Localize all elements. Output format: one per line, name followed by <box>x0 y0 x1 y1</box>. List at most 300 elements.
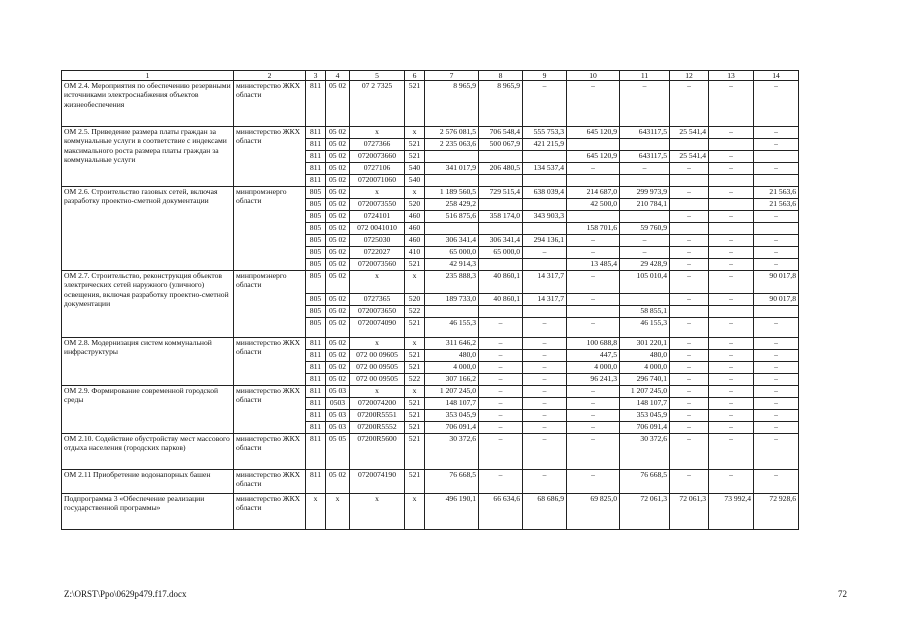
column-header: 13 <box>709 71 754 81</box>
table-cell <box>754 175 799 187</box>
table-cell: 540 <box>405 175 425 187</box>
table-cell: 0720074090 <box>350 318 405 338</box>
table-cell: – <box>670 271 709 294</box>
table-cell: 66 634,6 <box>479 494 523 530</box>
column-header: 3 <box>306 71 326 81</box>
table-cell: – <box>670 350 709 362</box>
table-cell: – <box>709 470 754 494</box>
table-cell: – <box>754 386 799 398</box>
table-cell <box>479 175 523 187</box>
table-cell: 410 <box>405 247 425 259</box>
table-cell: 05 02 <box>326 259 350 271</box>
table-cell: – <box>709 338 754 350</box>
table-cell <box>479 223 523 235</box>
table-cell: 811 <box>306 398 326 410</box>
table-cell: 805 <box>306 247 326 259</box>
table-cell: 805 <box>306 199 326 211</box>
measure-name-cell: ОМ 2.8. Модернизация систем коммунальной инфраструктуры <box>62 338 234 386</box>
table-cell: 69 825,0 <box>567 494 620 530</box>
table-cell: – <box>670 163 709 175</box>
table-cell: 520 <box>405 294 425 306</box>
table-cell: 05 02 <box>326 223 350 235</box>
table-cell: 68 686,9 <box>523 494 567 530</box>
table-cell: х <box>350 338 405 350</box>
table-cell: – <box>567 386 620 398</box>
table-cell: – <box>479 318 523 338</box>
table-cell: 811 <box>306 151 326 163</box>
table-cell: 306 341,4 <box>479 235 523 247</box>
table-cell: 05 02 <box>326 318 350 338</box>
table-cell: 353 045,9 <box>620 410 670 422</box>
table-cell: 0727366 <box>350 139 405 151</box>
table-cell <box>670 175 709 187</box>
table-cell: 521 <box>405 318 425 338</box>
table-cell: 07 2 7325 <box>350 81 405 127</box>
table-cell: – <box>479 422 523 434</box>
table-cell: – <box>709 422 754 434</box>
table-cell: – <box>567 271 620 294</box>
table-cell: – <box>709 398 754 410</box>
table-cell: 4 000,0 <box>567 362 620 374</box>
table-cell: 341 017,9 <box>425 163 479 175</box>
table-cell <box>620 175 670 187</box>
table-cell: – <box>567 398 620 410</box>
table-cell: 05 02 <box>326 362 350 374</box>
table-cell: 480,0 <box>620 350 670 362</box>
table-cell: 805 <box>306 271 326 294</box>
table-cell: 299 973,9 <box>620 187 670 199</box>
table-cell <box>709 306 754 318</box>
table-cell: 460 <box>405 235 425 247</box>
table-cell: – <box>479 338 523 350</box>
table-cell: 805 <box>306 235 326 247</box>
table-cell: 638 039,4 <box>523 187 567 199</box>
table-cell: – <box>523 386 567 398</box>
table-cell: 158 701,6 <box>567 223 620 235</box>
table-cell: 21 563,6 <box>754 199 799 211</box>
table-cell: 96 241,3 <box>567 374 620 386</box>
table-cell: 480,0 <box>425 350 479 362</box>
table-cell: х <box>405 338 425 350</box>
table-row <box>62 81 799 127</box>
table-cell: 811 <box>306 175 326 187</box>
table-cell: 072 00 09505 <box>350 362 405 374</box>
table-cell: 301 220,1 <box>620 338 670 350</box>
table-cell: – <box>754 350 799 362</box>
table-cell: – <box>709 318 754 338</box>
table-cell: 521 <box>405 434 425 470</box>
table-cell: 134 537,4 <box>523 163 567 175</box>
table-cell: – <box>754 318 799 338</box>
table-cell: – <box>754 434 799 470</box>
table-cell: – <box>479 434 523 470</box>
table-cell: х <box>405 494 425 530</box>
table-cell: 311 646,2 <box>425 338 479 350</box>
column-header: 10 <box>567 71 620 81</box>
table-cell <box>567 175 620 187</box>
table-cell: 0720073650 <box>350 306 405 318</box>
table-cell: 72 928,6 <box>754 494 799 530</box>
table-cell: 521 <box>405 470 425 494</box>
table-cell: 46 155,3 <box>620 318 670 338</box>
table-cell: 40 860,1 <box>479 271 523 294</box>
table-cell <box>425 151 479 163</box>
table-cell: – <box>709 187 754 199</box>
table-cell: – <box>709 410 754 422</box>
table-cell: – <box>670 81 709 127</box>
table-cell: 8 965,9 <box>479 81 523 127</box>
table-cell: 645 120,9 <box>567 127 620 139</box>
table-cell: 805 <box>306 294 326 306</box>
table-cell: 30 372,6 <box>425 434 479 470</box>
column-header: 14 <box>754 71 799 81</box>
table-cell: 235 888,3 <box>425 271 479 294</box>
executor-cell: министерство ЖКХ области <box>234 81 306 127</box>
column-header: 2 <box>234 71 306 81</box>
table-cell: – <box>670 338 709 350</box>
table-row <box>62 271 799 294</box>
table-cell: – <box>523 398 567 410</box>
table-cell: х <box>350 494 405 530</box>
table-cell: 072 00 09505 <box>350 374 405 386</box>
table-cell: – <box>523 470 567 494</box>
table-cell: 306 341,4 <box>425 235 479 247</box>
table-cell: 189 733,0 <box>425 294 479 306</box>
table-cell: 643117,5 <box>620 151 670 163</box>
table-cell: 540 <box>405 163 425 175</box>
table-cell: – <box>670 247 709 259</box>
executor-cell: министерство ЖКХ области <box>234 127 306 187</box>
table-cell: – <box>479 386 523 398</box>
table-cell: 07200R5552 <box>350 422 405 434</box>
table-cell: 0720073560 <box>350 259 405 271</box>
table-cell: 40 860,1 <box>479 294 523 306</box>
column-header: 6 <box>405 71 425 81</box>
table-cell: 353 045,9 <box>425 410 479 422</box>
table-cell: 811 <box>306 163 326 175</box>
table-cell: 811 <box>306 350 326 362</box>
table-cell <box>425 175 479 187</box>
table-cell: – <box>620 81 670 127</box>
table-cell: 90 017,8 <box>754 271 799 294</box>
table-cell: – <box>709 127 754 139</box>
table-cell: 358 174,0 <box>479 211 523 223</box>
table-cell <box>754 306 799 318</box>
measure-name-cell: ОМ 2.10. Содействие обустройству мест массового отдыха населения (городских парков) <box>62 434 234 470</box>
column-header: 5 <box>350 71 405 81</box>
table-cell: х <box>405 271 425 294</box>
table-cell: 447,5 <box>567 350 620 362</box>
table-cell: 25 541,4 <box>670 127 709 139</box>
table-cell: 460 <box>405 223 425 235</box>
table-cell: 206 480,5 <box>479 163 523 175</box>
table-cell: – <box>754 163 799 175</box>
table-row <box>62 494 799 530</box>
table-cell: – <box>754 247 799 259</box>
table-cell <box>425 223 479 235</box>
table-cell: – <box>709 81 754 127</box>
table-cell: х <box>350 187 405 199</box>
table-cell: – <box>754 362 799 374</box>
column-header: 9 <box>523 71 567 81</box>
table-cell <box>754 151 799 163</box>
table-cell: 521 <box>405 398 425 410</box>
table-cell <box>479 306 523 318</box>
table-cell: – <box>754 470 799 494</box>
table-cell: 05 02 <box>326 127 350 139</box>
table-cell: 4 000,0 <box>620 362 670 374</box>
table-cell: 05 02 <box>326 235 350 247</box>
table-cell: 05 02 <box>326 187 350 199</box>
table-cell: 07200R5600 <box>350 434 405 470</box>
table-cell: 05 02 <box>326 374 350 386</box>
table-cell: – <box>620 235 670 247</box>
table-cell: 05 02 <box>326 139 350 151</box>
table-cell: – <box>670 294 709 306</box>
table-cell: – <box>670 235 709 247</box>
table-cell: 4 000,0 <box>425 362 479 374</box>
table-cell: – <box>670 410 709 422</box>
table-cell: 805 <box>306 187 326 199</box>
table-cell: 496 190,1 <box>425 494 479 530</box>
table-cell: – <box>709 350 754 362</box>
budget-table <box>61 70 799 530</box>
table-cell: 72 061,3 <box>620 494 670 530</box>
table-cell: – <box>709 271 754 294</box>
table-cell: 105 010,4 <box>620 271 670 294</box>
table-cell: 05 02 <box>326 175 350 187</box>
table-cell: – <box>479 410 523 422</box>
footer-file-path: Z:\ORST\Ppo\0629p479.f17.docx <box>64 589 187 599</box>
table-row <box>62 386 799 398</box>
table-cell: – <box>567 235 620 247</box>
table-cell: – <box>709 434 754 470</box>
table-cell: – <box>754 235 799 247</box>
table-cell: – <box>670 386 709 398</box>
executor-cell: министерство ЖКХ области <box>234 494 306 530</box>
table-cell: 42 500,0 <box>567 199 620 211</box>
table-cell: 811 <box>306 422 326 434</box>
executor-cell: минпромэнерго области <box>234 187 306 271</box>
table-cell: 76 668,5 <box>620 470 670 494</box>
table-cell: 05 02 <box>326 199 350 211</box>
table-cell <box>670 199 709 211</box>
table-cell: 05 02 <box>326 163 350 175</box>
table-cell: – <box>523 247 567 259</box>
table-cell: – <box>754 422 799 434</box>
table-cell: – <box>754 398 799 410</box>
table-cell: х <box>306 494 326 530</box>
table-cell <box>620 294 670 306</box>
table-cell: 05 03 <box>326 386 350 398</box>
table-cell: – <box>567 294 620 306</box>
table-cell <box>523 259 567 271</box>
table-cell: – <box>523 318 567 338</box>
table-cell: 148 107,7 <box>425 398 479 410</box>
table-cell: 811 <box>306 434 326 470</box>
table-cell: – <box>567 434 620 470</box>
table-cell: 72 061,3 <box>670 494 709 530</box>
table-cell: 214 687,0 <box>567 187 620 199</box>
table-cell: 521 <box>405 362 425 374</box>
table-cell: 1 207 245,0 <box>620 386 670 398</box>
table-cell: – <box>709 151 754 163</box>
table-cell <box>479 199 523 211</box>
table-cell: – <box>620 247 670 259</box>
table-cell <box>670 223 709 235</box>
table-cell: 100 688,8 <box>567 338 620 350</box>
table-cell <box>479 259 523 271</box>
table-cell: 343 903,3 <box>523 211 567 223</box>
table-cell: 811 <box>306 362 326 374</box>
table-cell: 46 155,3 <box>425 318 479 338</box>
table-cell <box>567 306 620 318</box>
table-row <box>62 434 799 470</box>
table-cell: – <box>479 374 523 386</box>
table-cell: – <box>670 470 709 494</box>
table-row <box>62 338 799 350</box>
table-cell: – <box>567 81 620 127</box>
table-cell <box>567 139 620 151</box>
table-cell: 90 017,8 <box>754 294 799 306</box>
table-cell: 521 <box>405 422 425 434</box>
table-cell: 0722027 <box>350 247 405 259</box>
executor-cell: минпромэнерго области <box>234 271 306 338</box>
table-cell: 29 428,9 <box>620 259 670 271</box>
table-cell: 811 <box>306 139 326 151</box>
table-cell: 307 166,2 <box>425 374 479 386</box>
table-cell: 05 02 <box>326 211 350 223</box>
measure-name-cell: ОМ 2.5. Приведение размера платы граждан за коммунальные услуги в соответствие с индексами максимального роста размера платы граждан за коммунальные услуги <box>62 127 234 187</box>
table-cell: – <box>523 350 567 362</box>
measure-name-cell: ОМ 2.4. Мероприятия по обеспечению резервными источниками электроснабжения объектов жизнеобеспечения <box>62 81 234 127</box>
executor-cell: министерство ЖКХ области <box>234 470 306 494</box>
table-cell: х <box>350 271 405 294</box>
table-cell: 05 02 <box>326 151 350 163</box>
table-cell: – <box>670 374 709 386</box>
table-cell: 706 091,4 <box>620 422 670 434</box>
table-cell: 811 <box>306 470 326 494</box>
table-cell <box>709 139 754 151</box>
table-cell: 05 02 <box>326 294 350 306</box>
table-cell: 05 03 <box>326 410 350 422</box>
table-cell: 05 02 <box>326 271 350 294</box>
table-cell <box>567 211 620 223</box>
table-cell: 729 515,4 <box>479 187 523 199</box>
table-cell: 65 000,0 <box>479 247 523 259</box>
executor-cell: министерство ЖКХ области <box>234 338 306 386</box>
table-cell: 0727106 <box>350 163 405 175</box>
table-cell: 520 <box>405 199 425 211</box>
table-cell <box>670 306 709 318</box>
table-cell <box>620 139 670 151</box>
table-cell: 555 753,3 <box>523 127 567 139</box>
table-cell: 8 965,9 <box>425 81 479 127</box>
table-cell: 05 02 <box>326 306 350 318</box>
table-cell: 521 <box>405 259 425 271</box>
table-cell: – <box>523 434 567 470</box>
table-cell: 072 0041010 <box>350 223 405 235</box>
table-cell: – <box>709 259 754 271</box>
table-cell: 05 02 <box>326 338 350 350</box>
table-cell: 072 00 09605 <box>350 350 405 362</box>
table-cell: – <box>523 362 567 374</box>
table-cell <box>523 151 567 163</box>
table-cell: – <box>754 81 799 127</box>
table-cell: 811 <box>306 81 326 127</box>
table-cell: – <box>620 163 670 175</box>
table-cell: х <box>405 187 425 199</box>
table-cell: 296 740,1 <box>620 374 670 386</box>
table-cell: 0725030 <box>350 235 405 247</box>
table-cell: – <box>709 247 754 259</box>
table-cell: 0720073660 <box>350 151 405 163</box>
table-cell <box>425 306 479 318</box>
measure-name-cell: ОМ 2.9. Формирование современной городской среды <box>62 386 234 434</box>
table-cell: – <box>754 410 799 422</box>
table-cell: – <box>670 398 709 410</box>
table-cell: – <box>523 338 567 350</box>
table-cell: – <box>709 163 754 175</box>
table-cell: 1 207 245,0 <box>425 386 479 398</box>
table-cell: 2 235 063,6 <box>425 139 479 151</box>
table-cell: 1 189 560,5 <box>425 187 479 199</box>
table-cell: – <box>523 422 567 434</box>
table-row <box>62 187 799 199</box>
table-cell: 643117,5 <box>620 127 670 139</box>
table-cell: 76 668,5 <box>425 470 479 494</box>
table-cell: 805 <box>306 259 326 271</box>
table-cell: – <box>567 410 620 422</box>
table-cell: 805 <box>306 223 326 235</box>
column-header: 7 <box>425 71 479 81</box>
table-cell: 811 <box>306 127 326 139</box>
table-cell: х <box>350 386 405 398</box>
table-cell: – <box>670 187 709 199</box>
table-cell: 0503 <box>326 398 350 410</box>
table-cell: 21 563,6 <box>754 187 799 199</box>
table-cell: – <box>754 374 799 386</box>
table-cell: – <box>670 434 709 470</box>
table-cell: 706 091,4 <box>425 422 479 434</box>
page-number: 72 <box>838 589 847 599</box>
column-header: 4 <box>326 71 350 81</box>
table-cell: – <box>709 211 754 223</box>
table-cell: – <box>709 294 754 306</box>
table-cell: – <box>670 318 709 338</box>
table-cell: – <box>709 235 754 247</box>
table-cell <box>523 306 567 318</box>
table-cell: 05 02 <box>326 470 350 494</box>
table-cell <box>754 223 799 235</box>
table-cell: 500 067,9 <box>479 139 523 151</box>
table-cell: – <box>670 362 709 374</box>
table-cell: 522 <box>405 374 425 386</box>
column-header: 1 <box>62 71 234 81</box>
table-cell: 05 05 <box>326 434 350 470</box>
table-cell: 811 <box>306 374 326 386</box>
table-cell: 65 000,0 <box>425 247 479 259</box>
table-cell: х <box>326 494 350 530</box>
table-cell: 805 <box>306 306 326 318</box>
table-cell: 805 <box>306 318 326 338</box>
table-cell <box>523 175 567 187</box>
table-cell: – <box>479 362 523 374</box>
table-cell: – <box>479 398 523 410</box>
table-cell: 516 875,6 <box>425 211 479 223</box>
table-cell: – <box>670 422 709 434</box>
table-cell: – <box>567 470 620 494</box>
